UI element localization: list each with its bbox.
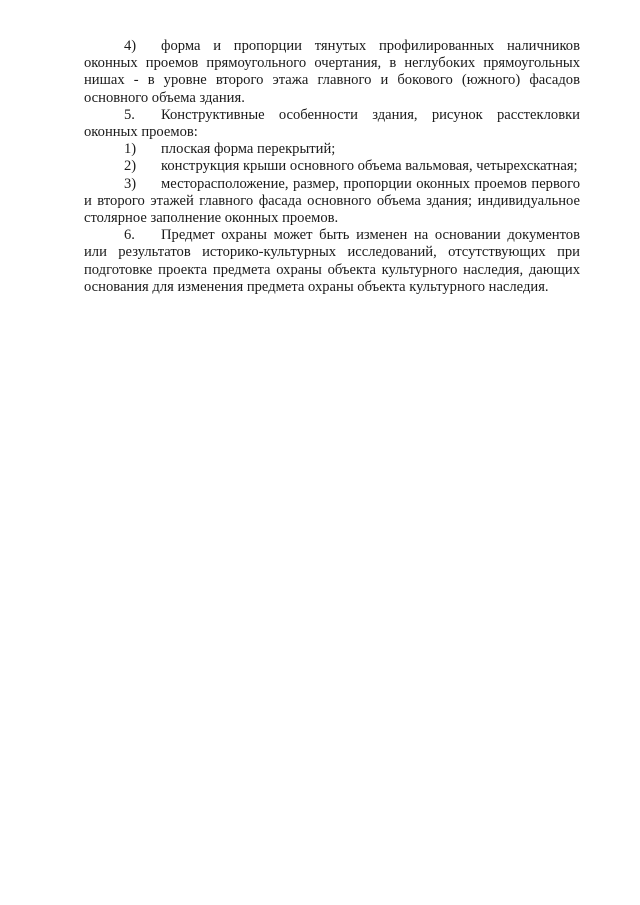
paragraph-number: 1) xyxy=(124,141,137,158)
paragraph-item-1 xyxy=(84,141,580,158)
paragraph-item-4 xyxy=(84,38,580,107)
paragraph-number: 6. xyxy=(124,227,135,244)
paragraph-text: форма и пропорции тянутых профилированных наличников оконных проемов прямоугольного очертания, в неглубоких прямоугольных нишах - в уровне второго этажа главного и бокового (южного) фасадов основного объема здания. xyxy=(84,38,580,106)
paragraph-text: плоская форма перекрытий; xyxy=(161,141,336,158)
paragraph-section-6 xyxy=(84,227,580,296)
paragraph-number: 5. xyxy=(124,106,135,123)
paragraph-section-5 xyxy=(84,107,580,141)
paragraph-item-2 xyxy=(84,158,580,175)
paragraph-item-3 xyxy=(84,176,580,228)
paragraph-text: Предмет охраны может быть изменен на основании документов или результатов историко-культурных исследований, отсутствующих при подготовке проекта предмета охраны объекта культурного наследия, дающих основания для изменения предмета охраны объекта культурного наследия. xyxy=(84,227,580,295)
paragraph-number: 4) xyxy=(124,38,137,54)
paragraph-text: Конструктивные особенности здания, рисунок расстекловки оконных проемов: xyxy=(84,106,580,141)
document-page xyxy=(84,38,580,296)
paragraph-number: 2) xyxy=(124,158,137,175)
paragraph-text: конструкция крыши основного объема вальмовая, четырехскатная; xyxy=(161,158,578,175)
paragraph-number: 3) xyxy=(124,175,137,192)
paragraph-text: месторасположение, размер, пропорции оконных проемов первого и второго этажей главного фасада основного объема здания; индивидуальное столярное заполнение оконных проемов. xyxy=(84,175,580,227)
